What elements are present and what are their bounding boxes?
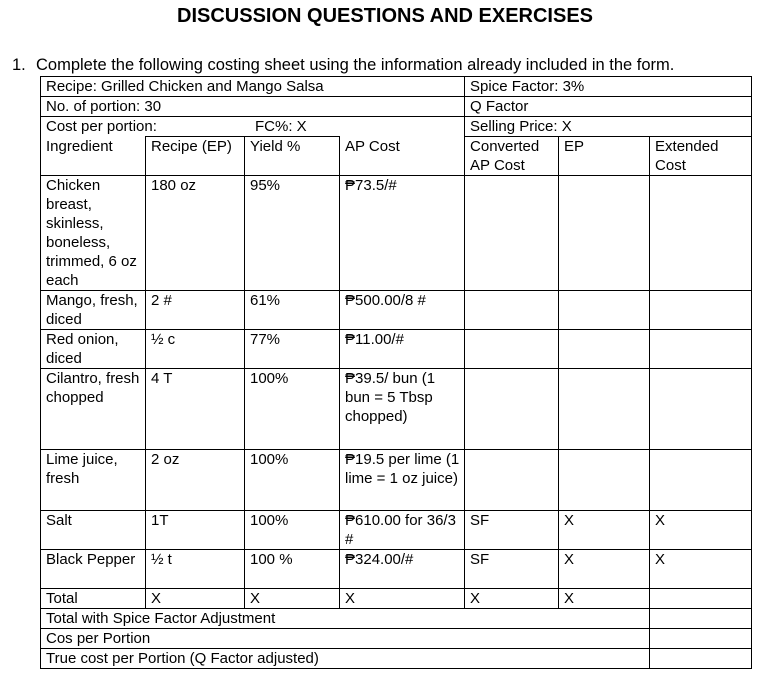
summary-label: Cos per Portion [41,629,650,649]
total-converted-cell: X [465,589,559,609]
recipe-cell: ½ c [146,330,245,369]
yield-cell: 61% [245,291,340,330]
ingredient-cell: Mango, fresh, diced [41,291,146,330]
col-yield: Yield % [245,137,340,176]
yield-cell: 77% [245,330,340,369]
converted-cell [465,369,559,450]
ingredient-cell: Red onion, diced [41,330,146,369]
yield-cell: 100% [245,511,340,550]
extended-cell [650,176,752,291]
recipe-cell: 1T [146,511,245,550]
extended-cell: X [650,550,752,589]
question-1 [12,56,674,75]
ap-cost-cell: ₱11.00/# [340,330,465,369]
ingredient-cell: Black Pepper [41,550,146,589]
ap-cost-cell: ₱19.5 per lime (1 lime = 1 oz juice) [340,450,465,511]
summary-row [41,609,752,629]
header-row-cost [41,117,752,137]
table-row [41,550,752,589]
yield-cell: 100% [245,450,340,511]
converted-cell [465,330,559,369]
recipe-cell: 180 oz [146,176,245,291]
ap-cost-cell: ₱500.00/8 # [340,291,465,330]
converted-cell: SF [465,511,559,550]
recipe-cell: 2 # [146,291,245,330]
portions-cell: No. of portion: 30 [41,97,465,117]
header-row-portions [41,97,752,117]
total-yield-cell: X [245,589,340,609]
ingredient-cell: Salt [41,511,146,550]
table-row [41,176,752,291]
converted-cell: SF [465,550,559,589]
table-row [41,511,752,550]
total-ep-cell: X [559,589,650,609]
spice-factor-cell: Spice Factor: 3% [465,77,752,97]
converted-cell [465,291,559,330]
fc-percent-label: FC%: X [255,118,307,135]
summary-row [41,649,752,669]
ap-cost-cell: ₱610.00 for 36/3 # [340,511,465,550]
summary-value-cell [650,629,752,649]
column-header-row [41,137,752,176]
col-ap-cost: AP Cost [340,137,465,176]
yield-cell: 100 % [245,550,340,589]
ep-cell [559,291,650,330]
recipe-cell: 4 T [146,369,245,450]
recipe-cell: 2 oz [146,450,245,511]
table-row [41,291,752,330]
costing-sheet-table [40,76,752,669]
extended-cell: X [650,511,752,550]
extended-cell [650,291,752,330]
col-recipe-ep: Recipe (EP) [146,137,245,176]
summary-row [41,629,752,649]
summary-label: Total with Spice Factor Adjustment [41,609,650,629]
col-ep: EP [559,137,650,176]
recipe-cell: ½ t [146,550,245,589]
extended-cell [650,369,752,450]
page-title: DISCUSSION QUESTIONS AND EXERCISES [177,5,593,27]
table-row [41,369,752,450]
col-converted-ap-cost: Converted AP Cost [465,137,559,176]
converted-cell [465,176,559,291]
ep-cell [559,369,650,450]
ep-cell [559,330,650,369]
col-extended-cost: Extended Cost [650,137,752,176]
recipe-name-cell: Recipe: Grilled Chicken and Mango Salsa [41,77,465,97]
ep-cell [559,176,650,291]
question-text: Complete the following costing sheet using the information already included in the form. [36,56,675,74]
table-row [41,330,752,369]
selling-price-cell: Selling Price: X [465,117,752,137]
total-recipe-cell: X [146,589,245,609]
total-row [41,589,752,609]
header-row-recipe [41,77,752,97]
extended-cell [650,450,752,511]
ep-cell [559,450,650,511]
ingredient-cell: Cilantro, fresh chopped [41,369,146,450]
q-factor-cell: Q Factor [465,97,752,117]
converted-cell [465,450,559,511]
yield-cell: 95% [245,176,340,291]
ingredient-cell: Lime juice, fresh [41,450,146,511]
ap-cost-cell: ₱324.00/# [340,550,465,589]
summary-label: True cost per Portion (Q Factor adjusted) [41,649,650,669]
total-ap-cost-cell: X [340,589,465,609]
yield-cell: 100% [245,369,340,450]
ap-cost-cell: ₱73.5/# [340,176,465,291]
question-number: 1. [12,56,26,74]
ap-cost-cell: ₱39.5/ bun (1 bun = 5 Tbsp chopped) [340,369,465,450]
total-extended-cell [650,589,752,609]
summary-value-cell [650,649,752,669]
ingredient-cell: Chicken breast, skinless, boneless, trimmed, 6 oz each [41,176,146,291]
total-label: Total [41,589,146,609]
cost-per-portion-cell [41,117,465,137]
ep-cell: X [559,511,650,550]
table-row [41,450,752,511]
summary-value-cell [650,609,752,629]
col-ingredient: Ingredient [41,137,146,176]
extended-cell [650,330,752,369]
cost-per-portion-label: Cost per portion: [46,118,157,135]
ep-cell: X [559,550,650,589]
